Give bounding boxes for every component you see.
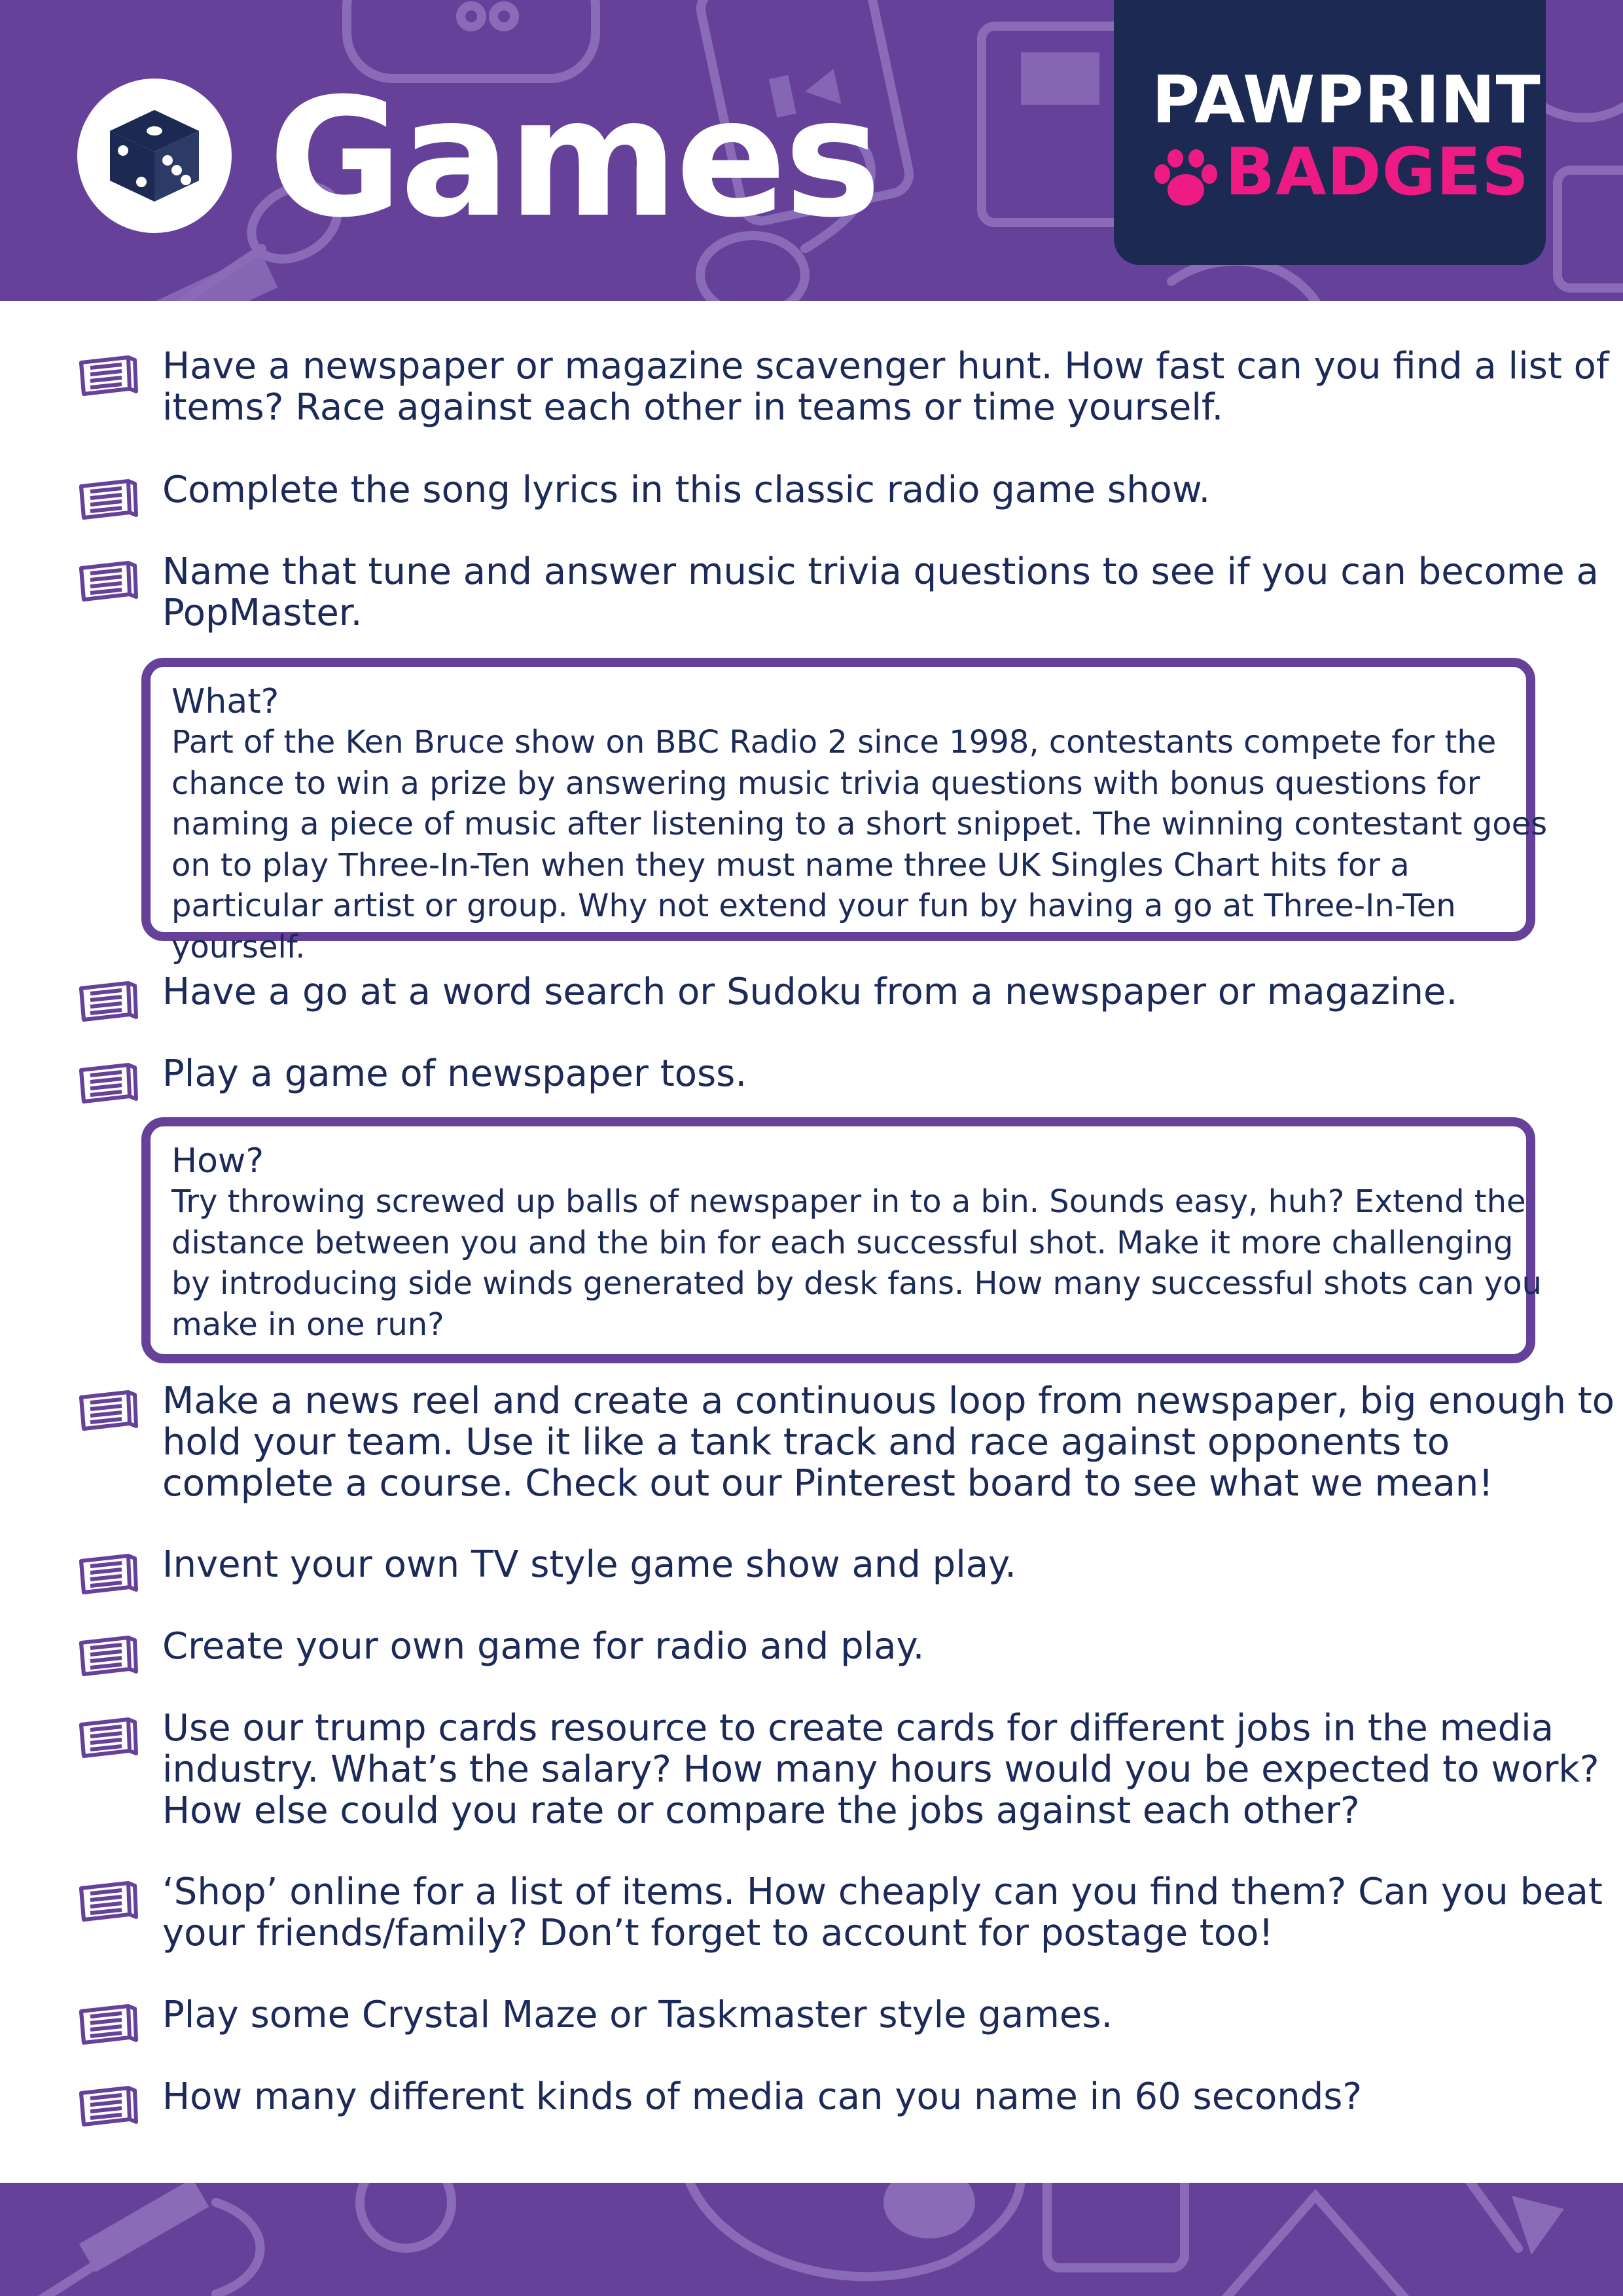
paw-icon [1152,149,1220,209]
activity-text: Complete the song lyrics in this classic radio game show. [162,469,1211,511]
info-box-what [141,658,1548,965]
newspaper-icon [77,1061,139,1107]
info-box-heading: What? [171,682,279,721]
activity-text: Create your own game for radio and play. [162,1625,925,1668]
activity-text: How many different kinds of media can you name in 60 seconds? [162,2075,1363,2118]
newspaper-icon [77,1715,139,1761]
info-box-body: Part of the Ken Bruce show on BBC Radio 2 since 1998, contestants compete for the chance to win a prize by answering music trivia questions with bonus questions for naming a piece of music after listening to a short snippet. The winning contestant goes on to play Three-In-Ten when they must name three UK Singles Chart hits for a particular artist or group. Why not extend your fun by having a go at Three-In-Ten yourself. [171,724,1548,965]
activity-text: Play a game of newspaper toss. [162,1052,747,1095]
newspaper-icon [77,559,139,605]
activity-text: Name that tune and answer music trivia questions to see if you can become a PopMaster. [162,550,1599,634]
activity-text: Make a news reel and create a continuous loop from newspaper, big enough to hold your team. Use it like a tank track and race against opponents to complete a course. Check out our Pinterest board to see what we mean! [162,1380,1614,1505]
newspaper-icon [77,1552,139,1598]
info-box-body: Try throwing screwed up balls of newspaper in to a bin. Sounds easy, huh? Extend the distance between you and the bin for each successful shot. Make it more challenging by introducing side winds generated by desk fans. How many successful shots can you make in one run? [171,1183,1542,1343]
header-banner [0,0,1623,301]
activity-text: Play some Crystal Maze or Taskmaster style games. [162,1994,1113,2036]
page-title: Games [268,63,879,253]
newspaper-icon [77,1879,139,1925]
newspaper-icon [77,353,139,399]
footer-banner [0,2183,1623,2296]
logo-text-pawprint: PAWPRINT [1152,62,1541,138]
pawprint-badges-logo [1114,0,1546,265]
info-box-how [141,1117,1542,1363]
media-doodle-background [0,2183,1623,2296]
activity-text: Invent your own TV style game show and play. [162,1543,1017,1586]
activity-text: Have a go at a word search or Sudoku from a newspaper or magazine. [162,971,1458,1013]
newspaper-icon [77,2002,139,2048]
activity-text: Have a newspaper or magazine scavenger hunt. How fast can you find a list of items? Race against each other in teams or time yourself. [162,345,1609,429]
newspaper-icon [77,1388,139,1434]
logo-text-badges: BADGES [1225,134,1530,210]
info-box-heading: How? [171,1141,264,1181]
newspaper-icon [77,2084,139,2130]
newspaper-icon [77,979,139,1025]
newspaper-icon [77,477,139,523]
activity-text: ‘Shop’ online for a list of items. How cheaply can you find them? Can you beat your friends/family? Don’t forget to account for postage too! [162,1871,1603,1954]
activity-text: Use our trump cards resource to create cards for different jobs in the media industry. What’s the salary? How many hours would you be expected to work? How else could you rate or compare the jobs against each other? [162,1707,1599,1832]
dice-icon [77,79,232,233]
newspaper-icon [77,1634,139,1679]
